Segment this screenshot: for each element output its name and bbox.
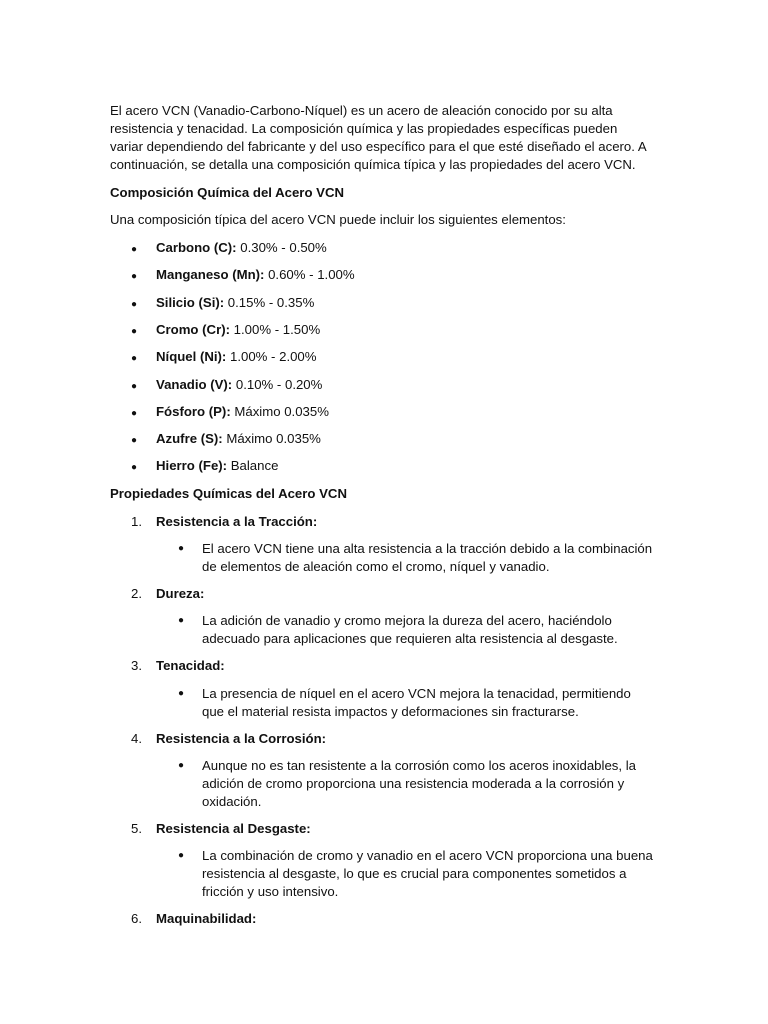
element-label: Hierro (Fe):	[156, 458, 228, 473]
element-item-manganeso	[131, 266, 355, 286]
property-desc-text: La adición de vanadio y cromo mejora la dureza del acero, haciéndolo adecuado para aplicaciones que requieren alta resistencia al desgaste.	[202, 613, 618, 646]
element-value: Máximo 0.035%	[222, 431, 321, 446]
bullet-icon: ●	[131, 408, 138, 419]
property-title-maquinabilidad	[131, 910, 256, 928]
property-number: 5.	[131, 821, 142, 836]
bullet-icon: ●	[178, 850, 185, 861]
element-item-cromo	[131, 321, 320, 341]
property-number: 1.	[131, 514, 142, 529]
property-desc-text: La presencia de níquel en el acero VCN mejora la tenacidad, permitiendo que el material resista impactos y deformaciones sin fracturarse.	[202, 686, 631, 719]
property-title-dureza	[131, 585, 204, 603]
element-item-carbono	[131, 239, 327, 259]
element-value: 0.15% - 0.35%	[224, 295, 315, 310]
property-desc-text: Aunque no es tan resistente a la corrosión como los aceros inoxidables, la adición de cromo proporciona una resistencia moderada a la corrosión y oxidación.	[202, 758, 636, 809]
bullet-icon: ●	[131, 435, 138, 446]
composition-heading: Composición Química del Acero VCN	[110, 185, 345, 200]
element-value: Balance	[227, 458, 279, 473]
element-item-vanadio	[131, 376, 322, 396]
bullet-icon: ●	[178, 615, 185, 626]
property-title-text: Resistencia al Desgaste:	[156, 821, 311, 836]
element-label: Fósforo (P):	[156, 404, 231, 419]
property-desc-corrosion	[178, 757, 653, 811]
property-desc-traccion	[178, 540, 653, 576]
property-title-tenacidad	[131, 657, 225, 675]
bullet-icon: ●	[131, 381, 138, 392]
element-item-hierro	[131, 457, 278, 477]
element-label: Níquel (Ni):	[156, 349, 227, 364]
element-label: Manganeso (Mn):	[156, 267, 265, 282]
property-title-text: Maquinabilidad:	[156, 911, 257, 926]
element-label: Silicio (Si):	[156, 295, 225, 310]
element-label: Vanadio (V):	[156, 377, 233, 392]
property-title-corrosion	[131, 730, 326, 748]
element-value: 0.60% - 1.00%	[264, 267, 355, 282]
element-item-silicio	[131, 294, 314, 314]
element-label: Carbono (C):	[156, 240, 237, 255]
property-title-text: Dureza:	[156, 586, 205, 601]
property-number: 2.	[131, 586, 142, 601]
property-desc-text: El acero VCN tiene una alta resistencia a la tracción debido a la combinación de elementos de aleación como el cromo, níquel y vanadio.	[202, 541, 653, 574]
intro-paragraph: El acero VCN (Vanadio-Carbono-Níquel) es un acero de aleación conocido por su alta resistencia y tenacidad. La composición química y las propiedades específicas pueden variar dependiendo del fabricante y del uso específico para el que esté diseñado el acero. A continuación, se detalla una composición química típica y las propiedades del acero VCN.	[110, 103, 646, 172]
element-value: 0.30% - 0.50%	[236, 240, 327, 255]
property-title-text: Resistencia a la Tracción:	[156, 514, 318, 529]
properties-heading: Propiedades Químicas del Acero VCN	[110, 486, 347, 501]
element-label: Cromo (Cr):	[156, 322, 230, 337]
element-label: Azufre (S):	[156, 431, 223, 446]
bullet-icon: ●	[131, 462, 138, 473]
element-item-azufre	[131, 430, 321, 450]
bullet-icon: ●	[131, 353, 138, 364]
property-number: 6.	[131, 911, 142, 926]
element-value: 0.10% - 0.20%	[232, 377, 323, 392]
property-title-text: Tenacidad:	[156, 658, 225, 673]
element-item-niquel	[131, 348, 317, 368]
property-title-desgaste	[131, 820, 311, 838]
property-desc-tenacidad	[178, 685, 653, 721]
property-title-text: Resistencia a la Corrosión:	[156, 731, 327, 746]
bullet-icon: ●	[178, 688, 185, 699]
bullet-icon: ●	[131, 326, 138, 337]
element-value: Máximo 0.035%	[230, 404, 329, 419]
property-number: 3.	[131, 658, 142, 673]
bullet-icon: ●	[131, 244, 138, 255]
property-number: 4.	[131, 731, 142, 746]
composition-lead: Una composición típica del acero VCN puede incluir los siguientes elementos:	[110, 212, 566, 227]
property-desc-text: La combinación de cromo y vanadio en el acero VCN proporciona una buena resistencia al desgaste, lo que es crucial para componentes sometidos a fricción y uso intensivo.	[202, 848, 653, 899]
element-value: 1.00% - 2.00%	[226, 349, 317, 364]
bullet-icon: ●	[178, 543, 185, 554]
property-desc-dureza	[178, 612, 653, 648]
property-desc-desgaste	[178, 847, 653, 901]
bullet-icon: ●	[131, 299, 138, 310]
bullet-icon: ●	[178, 760, 185, 771]
element-item-fosforo	[131, 403, 329, 423]
element-value: 1.00% - 1.50%	[230, 322, 321, 337]
bullet-icon: ●	[131, 271, 138, 282]
property-title-traccion	[131, 513, 317, 531]
